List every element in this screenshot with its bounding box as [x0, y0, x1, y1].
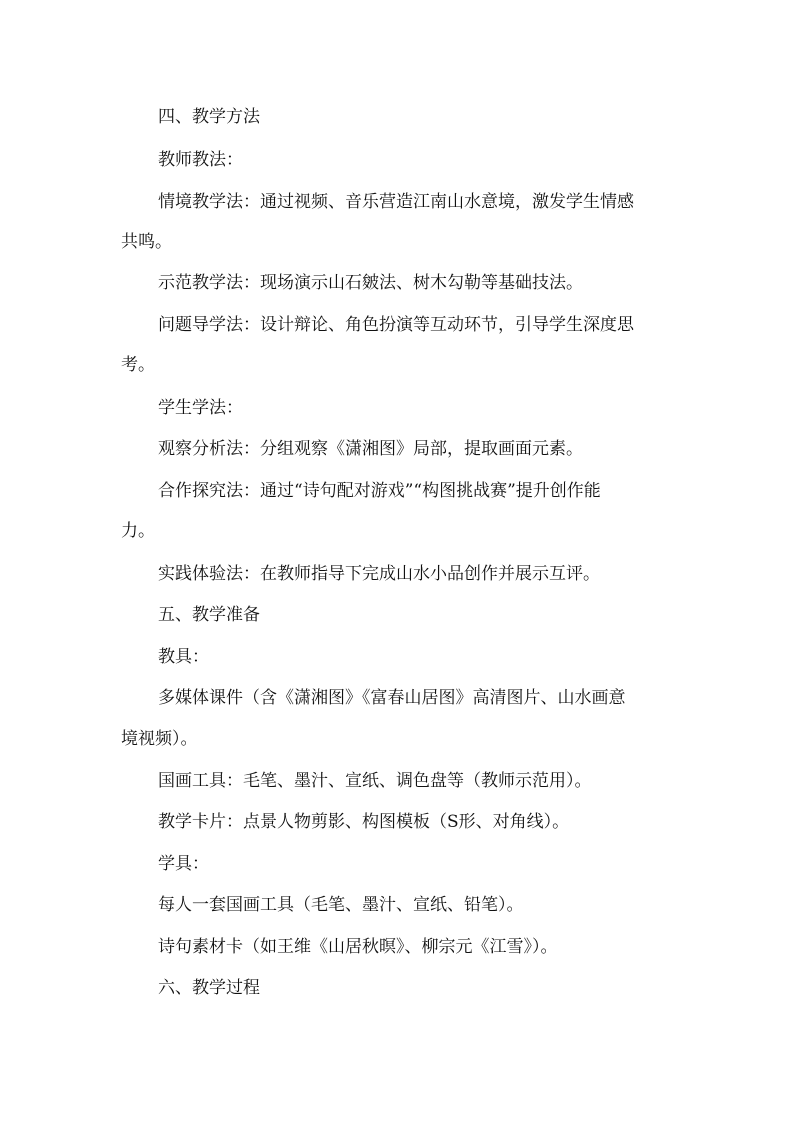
subheading: 教具：	[158, 647, 209, 667]
paragraph-line: 多媒体课件（含《潇湘图》《富春山居图》高清图片、山水画意	[158, 688, 626, 708]
section-heading: 六、教学过程	[158, 978, 260, 998]
paragraph-line: 诗句素材卡（如王维《山居秋暝》、柳宗元《江雪》）。	[158, 937, 558, 957]
section-heading: 四、教学方法	[158, 107, 260, 127]
section-heading: 五、教学准备	[158, 605, 260, 625]
paragraph-line: 力。	[121, 521, 155, 541]
paragraph-line: 考。	[121, 355, 155, 375]
paragraph-line: 共鸣。	[121, 232, 172, 252]
subheading: 学生学法：	[158, 398, 243, 418]
paragraph-line: 实践体验法：在教师指导下完成山水小品创作并展示互评。	[158, 564, 600, 584]
paragraph-line: 情境教学法：通过视频、音乐营造江南山水意境，激发学生情感	[158, 192, 634, 212]
paragraph-line: 问题导学法：设计辩论、角色扮演等互动环节，引导学生深度思	[158, 315, 634, 335]
paragraph-line: 合作探究法：通过“诗句配对游戏”“构图挑战赛”提升创作能	[158, 481, 601, 501]
paragraph-line: 国画工具：毛笔、墨汁、宣纸、调色盘等（教师示范用）。	[158, 771, 592, 791]
paragraph-line: 每人一套国画工具（毛笔、墨汁、宣纸、铅笔）。	[158, 895, 524, 915]
paragraph-line: 示范教学法：现场演示山石皴法、树木勾勒等基础技法。	[158, 273, 583, 293]
subheading: 教师教法：	[158, 150, 243, 170]
paragraph-line: 观察分析法：分组观察《潇湘图》局部，提取画面元素。	[158, 439, 583, 459]
paragraph-line: 教学卡片：点景人物剪影、构图模板（S形、对角线）。	[158, 812, 570, 832]
paragraph-line: 境视频）。	[121, 729, 198, 749]
subheading: 学具：	[158, 854, 209, 874]
